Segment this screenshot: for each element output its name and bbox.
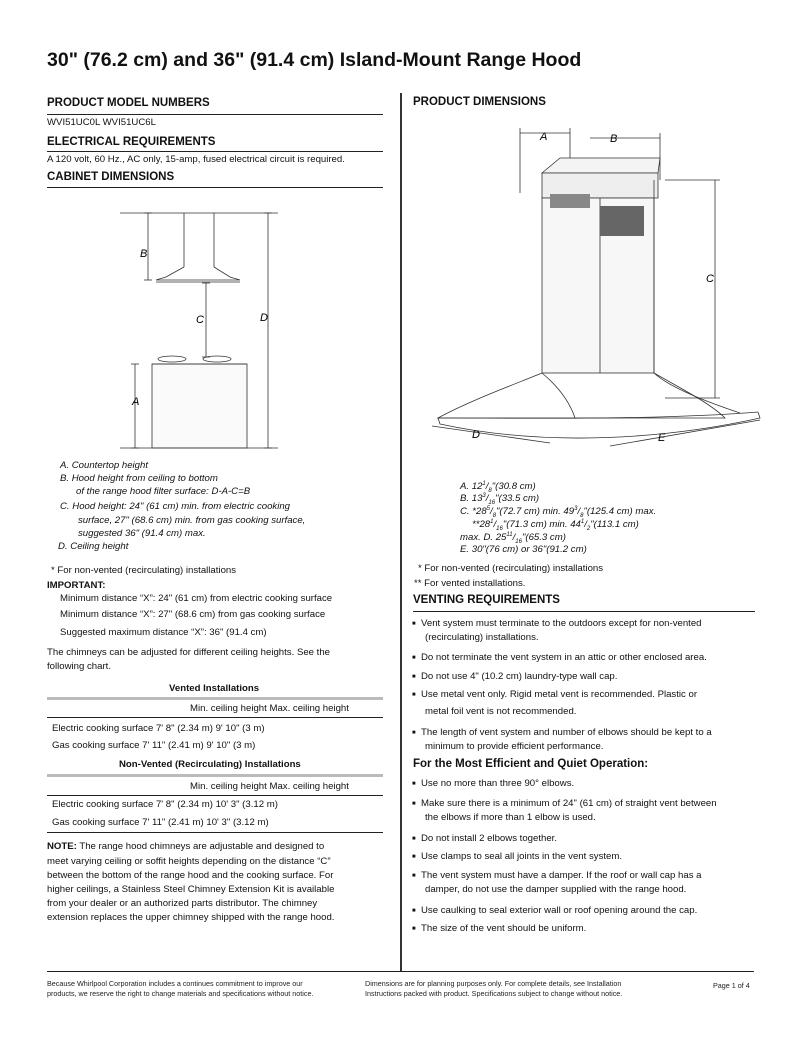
note-line-5: from your dealer or an authorized parts distributor. The chimney: [47, 898, 318, 909]
right-note-1: * For non-vented (recirculating) installations: [418, 563, 604, 574]
non-vented-note: * For non-vented (recirculating) installations: [51, 565, 237, 576]
dim-a: A. $12^1/_8"(30.8$ cm): [460, 481, 536, 495]
label-d: D: [260, 312, 268, 324]
note-line-2: meet varying ceiling or soffit heights depending on the distance “C”: [47, 856, 331, 867]
right-note-2: ** For vented installations.: [414, 578, 526, 589]
venting-bullet-1: ■ Vent system must terminate to the outdoors except for non-vented (recirculating) installations.: [421, 617, 702, 645]
legend-a: A. Countertop height: [60, 460, 149, 471]
table-rule: [47, 774, 383, 777]
legend-c2: surface, 27" (68.6 cm) min. from gas cooking surface,: [78, 515, 306, 526]
label-b: B: [140, 248, 148, 260]
dim-c-vented: $**28^1/_{16}"(71.3$ cm) min. $44^1/_2"(113.1$ cm): [472, 519, 639, 533]
label-c: C: [196, 314, 204, 326]
electrical-heading: ELECTRICAL REQUIREMENTS: [47, 136, 216, 148]
legend-d: D. Ceiling height: [58, 541, 129, 552]
label-c: C: [706, 273, 714, 285]
label-a: A: [132, 396, 140, 408]
important-line-1: Minimum distance “X”: 24" (61 cm) from electric cooking surface: [60, 593, 333, 604]
label-e: E: [658, 432, 666, 444]
legend-b: B. Hood height from ceiling to bottom: [60, 473, 218, 484]
nonvented-table-heading: Non-Vented (Recirculating) Installations: [119, 759, 301, 770]
efficient-bullet-7: ■ The size of the vent should be uniform.: [421, 922, 586, 936]
table-rule: [47, 697, 383, 700]
efficient-bullet-4: ■ Use clamps to seal all joints in the vent system.: [421, 850, 622, 864]
chimney-text-2: following chart.: [47, 661, 111, 672]
footer-center: Dimensions are for planning purposes only. For complete details, see Installation Instructions packed with product. Specifications subject to change without notice.: [365, 979, 623, 998]
cabinet-heading: CABINET DIMENSIONS: [47, 171, 175, 183]
vented-table-heading: Vented Installations: [169, 683, 260, 694]
vented-row-gas: Gas cooking surface 7' 11" (2.41 m) 9' 10" (3 m): [52, 740, 256, 751]
efficient-heading: For the Most Efficient and Quiet Operation:: [413, 758, 649, 770]
venting-bullet-3: ■ Do not use 4" (10.2 cm) laundry-type wall cap.: [421, 670, 617, 684]
efficient-bullet-6: ■ Use caulking to seal exterior wall or roof opening around the cap.: [421, 904, 697, 918]
page-number: Page 1 of 4: [713, 981, 750, 990]
nonvented-row-electric: Electric cooking surface 7' 8" (2.34 m) 10' 3" (3.12 m): [52, 799, 278, 810]
note-line-6: extension replaces the upper chimney shipped with the range hood.: [47, 912, 335, 923]
efficient-bullet-3: ■ Do not install 2 elbows together.: [421, 832, 557, 846]
divider: [47, 151, 383, 152]
divider: [413, 611, 755, 612]
dim-e: E. 30"(76 cm) or 36"(91.2 cm): [460, 544, 587, 555]
legend-c3: suggested 36" (91.4 cm) max.: [78, 528, 206, 539]
table-rule: [47, 795, 383, 796]
hood-diagram: [410, 118, 780, 458]
nonvented-row-gas: Gas cooking surface 7' 11" (2.41 m) 10' 3" (3.12 m): [52, 817, 269, 828]
chimney-text-1: The chimneys can be adjusted for different ceiling heights. See the: [47, 647, 331, 658]
dim-c: C. $*28^5/_8"(72.7$ cm) min. $49^3/_8"(125.4$ cm) max.: [460, 506, 657, 520]
divider: [47, 114, 383, 115]
label-d: D: [472, 429, 480, 441]
column-divider: [400, 93, 402, 971]
label-b: B: [610, 133, 618, 145]
legend-c: C. Hood height: 24" (61 cm) min. from electric cooking: [60, 501, 291, 512]
note-label: NOTE:: [47, 841, 77, 852]
divider: [47, 187, 383, 188]
model-numbers: WVI51UC0L WVI51UC6L: [47, 117, 156, 128]
vented-row-electric: Electric cooking surface 7' 8" (2.34 m) 9' 10" (3 m): [52, 723, 265, 734]
dim-d: max. D. $25^{11}/_{16}"(65.3$ cm): [460, 532, 566, 546]
important-line-2: Minimum distance “X”: 27" (68.6 cm) from gas cooking surface: [60, 609, 326, 620]
legend-b2: of the range hood filter surface: D-A-C=B: [76, 486, 251, 497]
efficient-bullet-2: ■ Make sure there is a minimum of 24" (61 cm) of straight vent between the elbows if more than 1 elbow is used.: [421, 797, 717, 825]
venting-heading: VENTING REQUIREMENTS: [413, 594, 560, 606]
vented-table-columns: Min. ceiling height Max. ceiling height: [190, 703, 349, 714]
venting-bullet-5: ■ The length of vent system and number of elbows should be kept to a minimum to provide efficient performance.: [421, 726, 712, 754]
page-title: 30" (76.2 cm) and 36" (91.4 cm) Island-Mount Range Hood: [47, 49, 582, 71]
venting-bullet-4: ■ Use metal vent only. Rigid metal vent is recommended. Plastic or metal foil vent is not recommended.: [421, 688, 697, 722]
footer-left: Because Whirlpool Corporation includes a continues commitment to improve our products, we reserve the right to change materials and specifications without notice.: [47, 979, 314, 998]
label-a: A: [540, 131, 548, 143]
footer-rule: [47, 971, 754, 972]
venting-bullet-2: ■ Do not terminate the vent system in an attic or other enclosed area.: [421, 651, 707, 665]
model-numbers-heading: PRODUCT MODEL NUMBERS: [47, 97, 210, 109]
note-line-4: higher ceilings, a Stainless Steel Chimney Extension Kit is available: [47, 884, 335, 895]
note-line-1: [47, 840, 324, 853]
efficient-bullet-1: ■ Use no more than three 90° elbows.: [421, 777, 574, 791]
electrical-text: A 120 volt, 60 Hz., AC only, 15-amp, fused electrical circuit is required.: [47, 154, 345, 165]
efficient-bullet-5: ■ The vent system must have a damper. If the roof or wall cap has a damper, do not use the damper supplied with the range hood.: [421, 869, 702, 897]
cabinet-diagram: [110, 205, 290, 455]
important-line-3: Suggested maximum distance “X”: 36" (91.4 cm): [60, 627, 267, 638]
table-rule: [47, 717, 383, 718]
important-heading: IMPORTANT:: [47, 580, 106, 591]
note-text: The range hood chimneys are adjustable and designed to: [76, 841, 325, 852]
table-rule: [47, 832, 383, 833]
product-dimensions-heading: PRODUCT DIMENSIONS: [413, 96, 546, 108]
note-line-3: between the bottom of the range hood and the cooking surface. For: [47, 870, 334, 881]
nonvented-table-columns: Min. ceiling height Max. ceiling height: [190, 781, 349, 792]
dim-b: B. $13^3/_{16}"(33.5$ cm): [460, 493, 540, 507]
